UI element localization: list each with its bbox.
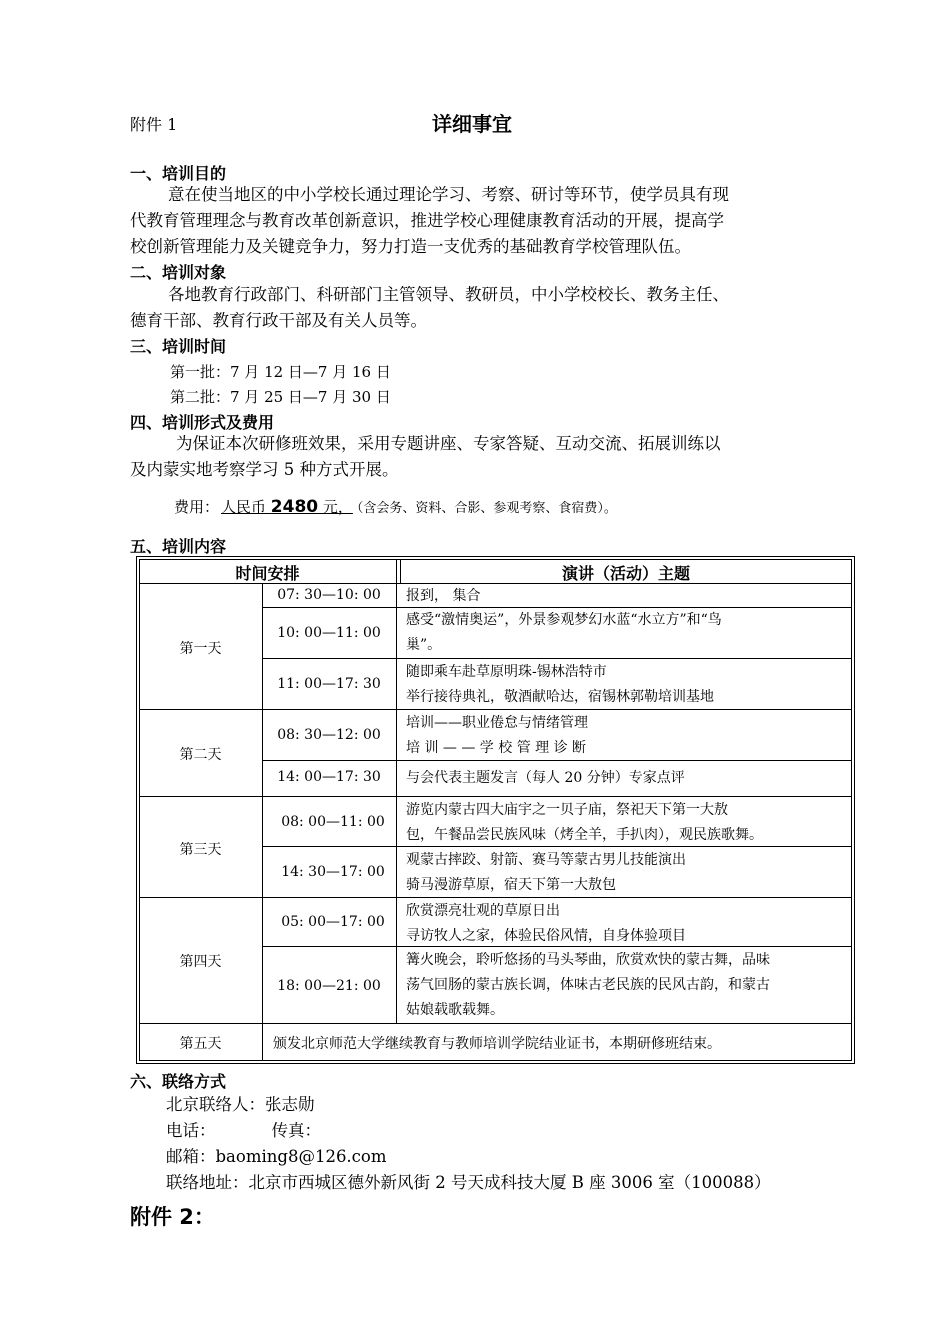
day5-topic: 颁发北京师范大学继续教育与教师培训学院结业证书，本期研修班结束。 <box>273 1036 721 1052</box>
attachment-label: 附件 1 <box>130 115 178 134</box>
topic-cell <box>406 848 686 898</box>
time-slot: 05: 00—17: 00 <box>281 914 385 930</box>
topic-line: 姑娘载歌载舞。 <box>406 1002 504 1018</box>
address-line: 联络地址：北京市西城区德外新风街 2 号天成科技大厦 B 座 3006 室（100088） <box>166 1173 771 1192</box>
column-header-topic: 演讲（活动）主题 <box>561 564 690 583</box>
table-rule <box>262 583 263 1023</box>
phone-label: 电话： <box>166 1121 216 1140</box>
time-slot: 14: 00—17: 30 <box>277 769 381 785</box>
fee-line <box>174 496 617 517</box>
topic-line: 荡气回肠的蒙古族长调，体味古老民族的民风古韵，和蒙古 <box>406 977 770 993</box>
table-rule <box>262 1023 263 1061</box>
column-header-time: 时间安排 <box>235 564 300 583</box>
topic-cell <box>406 766 685 791</box>
paragraph-line: 各地教育行政部门、科研部门主管领导、教研员，中小学校校长、教务主任、 <box>168 285 729 304</box>
paragraph-line: 代教育管理理念与教育改革创新意识，推进学校心理健康教育活动的开展，提高学 <box>130 211 724 230</box>
topic-line: 与会代表主题发言（每人 20 分钟）专家点评 <box>406 770 685 786</box>
paragraph-line: 意在使当地区的中小学校长通过理论学习、考察、研讨等环节，使学员具有现 <box>168 185 729 204</box>
day-label: 第三天 <box>179 842 222 858</box>
topic-cell <box>406 899 686 949</box>
paragraph-line: 德育干部、教育行政干部及有关人员等。 <box>130 311 427 330</box>
page-title: 详细事宜 <box>432 112 512 136</box>
topic-line: 举行接待典礼，敬酒献哈达，宿锡林郭勒培训基地 <box>406 689 714 705</box>
fax-label: 传真： <box>271 1121 321 1140</box>
section-heading-format: 四、培训形式及费用 <box>130 413 275 432</box>
topic-cell <box>406 711 588 761</box>
topic-line: 欣赏漂亮壮观的草原日出 <box>406 903 560 919</box>
time-slot: 18: 00—21: 00 <box>277 978 381 994</box>
time-slot: 11: 00—17: 30 <box>277 676 381 692</box>
paragraph-line: 及内蒙实地考察学习 5 种方式开展。 <box>130 460 399 479</box>
day-label: 第四天 <box>179 954 222 970</box>
phone-fax-line <box>166 1118 771 1144</box>
time-slot: 08: 00—11: 00 <box>281 814 385 830</box>
topic-line: 骑马漫游草原，宿天下第一大敖包 <box>406 877 616 893</box>
paragraph-line: 为保证本次研修班效果，采用专题讲座、专家答疑、互动交流、拓展训练以 <box>176 434 721 453</box>
topic-cell <box>406 660 714 710</box>
time-slot: 08: 30—12: 00 <box>277 727 381 743</box>
section-body-purpose <box>130 182 729 260</box>
section-heading-content: 五、培训内容 <box>130 537 227 556</box>
topic-cell <box>406 798 763 848</box>
day-label: 第二天 <box>179 747 222 763</box>
batch-line: 第二批：7 月 25 日—7 月 30 日 <box>170 388 391 406</box>
fee-label: 费用： <box>174 498 220 516</box>
contact-person: 北京联络人：张志勋 <box>166 1095 315 1114</box>
topic-line: 巢”。 <box>406 637 442 653</box>
topic-cell <box>406 608 722 658</box>
topic-line: 篝火晚会，聆听悠扬的马头琴曲，欣赏欢快的蒙古舞，品味 <box>406 952 770 968</box>
batch-line: 第一批：7 月 12 日—7 月 16 日 <box>170 363 391 381</box>
topic-line: 寻访牧人之家，体验民俗风情，自身体验项目 <box>406 928 686 944</box>
topic-cell <box>406 948 770 1023</box>
topic-line: 培 训 — — 学 校 管 理 诊 断 <box>406 740 587 756</box>
fee-amount-underlined <box>219 498 353 516</box>
section-heading-audience: 二、培训对象 <box>130 263 227 282</box>
attachment-2-label: 附件 2： <box>130 1205 215 1229</box>
fee-prefix: 人民币 <box>221 498 271 516</box>
fee-note: （含会务、资料、合影、参观考察、食宿费）。 <box>356 501 617 516</box>
section-body-format <box>130 431 721 483</box>
fee-amount: 2480 <box>270 497 319 517</box>
topic-line: 包，午餐品尝民族风味（烤全羊，手扒肉），观民族歌舞。 <box>406 827 763 843</box>
topic-line: 培训——职业倦怠与情绪管理 <box>406 715 588 731</box>
contact-block <box>166 1092 771 1196</box>
topic-cell <box>406 584 480 609</box>
time-slot: 10: 00—11: 00 <box>277 625 381 641</box>
day-label: 第一天 <box>179 641 222 657</box>
table-rule <box>139 1023 852 1024</box>
topic-line: 观蒙古摔跤、射箭、赛马等蒙古男儿技能演出 <box>406 852 686 868</box>
section-body-time <box>170 360 391 410</box>
topic-line: 报到， 集合 <box>406 588 481 604</box>
fee-suffix: 元， <box>318 498 353 516</box>
day-label: 第五天 <box>179 1036 222 1052</box>
topic-line: 随即乘车赴草原明珠-锡林浩特市 <box>406 664 607 680</box>
time-slot: 07: 30—10: 00 <box>277 587 381 603</box>
table-rule <box>262 658 852 659</box>
topic-line: 游览内蒙古四大庙宇之一贝子庙，祭祀天下第一大敖 <box>406 802 728 818</box>
topic-line: 感受“激情奥运”，外景参观梦幻水蓝“水立方”和“鸟 <box>406 612 722 628</box>
table-rule <box>139 796 852 797</box>
section-body-audience <box>130 282 729 334</box>
section-heading-time: 三、培训时间 <box>130 337 227 356</box>
section-heading-purpose: 一、培训目的 <box>130 164 227 183</box>
email-line: 邮箱：baoming8@126.com <box>166 1147 387 1166</box>
table-rule <box>396 559 397 1023</box>
time-slot: 14: 30—17: 00 <box>281 864 385 880</box>
paragraph-line: 校创新管理能力及关键竞争力，努力打造一支优秀的基础教育学校管理队伍。 <box>130 237 691 256</box>
section-heading-contact: 六、联络方式 <box>130 1072 227 1091</box>
